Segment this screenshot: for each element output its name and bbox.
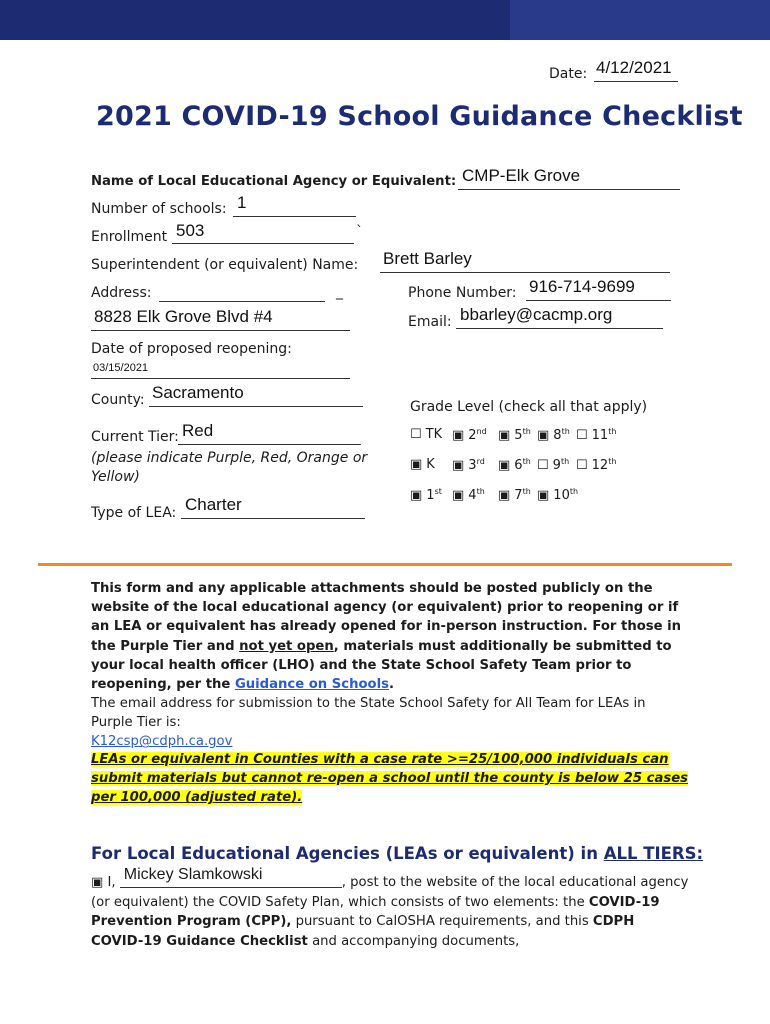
enrollment-value: 503 <box>176 221 205 240</box>
grade-9th[interactable] <box>537 457 569 473</box>
grade-label-text: 12 <box>591 458 609 474</box>
checkbox-checked-icon[interactable]: ▣ <box>498 458 511 474</box>
grade-label-text: 3 <box>468 458 477 474</box>
grade-2nd[interactable] <box>452 427 487 443</box>
grade-7th[interactable] <box>498 487 531 503</box>
address-trail: _ <box>336 284 343 300</box>
enrollment-label: Enrollment <box>91 229 168 245</box>
county-value: Sacramento <box>152 383 244 402</box>
schools-field[interactable] <box>233 196 356 217</box>
grade-6th[interactable] <box>498 457 531 473</box>
lea-label: Name of Local Educational Agency or Equivalent: <box>91 174 457 189</box>
phone-value: 916-714-9699 <box>529 277 635 296</box>
checkbox-checked-icon[interactable]: ▣ <box>452 428 465 444</box>
grade-suffix: th <box>476 487 485 496</box>
lea-value: CMP-Elk Grove <box>462 166 581 185</box>
notice-text-3: . <box>388 677 394 693</box>
grade-10th[interactable] <box>537 487 578 503</box>
reopen-value: 03/15/2021 <box>93 362 149 374</box>
grade-label: Grade Level (check all that apply) <box>410 399 648 415</box>
grade-label-text: 11 <box>591 428 609 444</box>
grade-suffix: th <box>569 487 579 496</box>
page-title: 2021 COVID-19 School Guidance Checklist <box>96 101 743 132</box>
checkbox-checked-icon[interactable]: ▣ <box>498 488 511 504</box>
grade-label-text: 9 <box>552 458 561 474</box>
tier-hint: (please indicate Purple, Red, Orange or Yellow) <box>91 450 368 485</box>
reopen-label: Date of proposed reopening: <box>91 341 292 357</box>
signer-value: Mickey Slamkowski <box>123 866 263 883</box>
notice-text-2: , materials must additionally be submitted to your local health officer (LHO) and the State School Safety Team prior to reopening, per the <box>91 638 672 693</box>
grade-5th[interactable] <box>498 427 531 443</box>
checkbox-checked-icon[interactable]: ▣ <box>452 458 465 474</box>
county-label: County: <box>91 392 145 408</box>
grade-suffix: th <box>522 427 531 436</box>
cpp-text: COVID-19 Prevention Program (CPP), <box>91 894 660 930</box>
lea-type-value: Charter <box>185 495 242 514</box>
section-heading-tiers: ALL TIERS: <box>603 844 704 863</box>
checkbox-unchecked-icon[interactable]: ☐ <box>537 458 549 474</box>
grade-suffix: th <box>608 457 617 466</box>
superintendent-label: Superintendent (or equivalent) Name: <box>91 257 359 273</box>
enrollment-tick: ` <box>356 224 363 240</box>
grade-label-text: 4 <box>468 488 477 504</box>
not-yet-open: not yet open <box>239 638 334 654</box>
address-line-1[interactable] <box>159 281 325 302</box>
notice-paragraph <box>91 579 691 694</box>
grade-12th[interactable] <box>576 457 616 473</box>
email-intro: The email address for submission to the State School Safety for All Team for LEAs in Purple Tier is: <box>91 696 646 731</box>
checkbox-unchecked-icon[interactable]: ☐ <box>576 428 588 444</box>
grade-label-text: K <box>426 457 435 472</box>
guidance-on-schools-link[interactable]: Guidance on Schools <box>234 677 389 693</box>
tier-label: Current Tier: <box>91 429 179 445</box>
highlight-text: LEAs or equivalent in Counties with a case rate >=25/100,000 individuals can submit materials but cannot re-open a school until the county is below 25 cases per 100,000 (adjusted rate). <box>91 752 688 806</box>
address-label: Address: <box>91 285 152 301</box>
grade-4th[interactable] <box>452 487 485 503</box>
grade-8th[interactable] <box>537 427 570 443</box>
checkbox-checked-icon[interactable]: ▣ <box>410 488 423 504</box>
top-banner-left <box>0 0 510 40</box>
attest-text-3: and accompanying documents, <box>307 933 520 949</box>
section-divider <box>38 563 732 566</box>
grade-tk[interactable] <box>410 427 442 442</box>
checklist-text: CDPH COVID-19 Guidance Checklist <box>91 914 635 949</box>
grade-suffix: th <box>560 457 570 466</box>
lea-type-label: Type of LEA: <box>91 505 177 521</box>
grade-label-text: 1 <box>426 488 435 504</box>
checkbox-checked-icon[interactable]: ▣ <box>91 875 104 890</box>
grade-suffix: th <box>522 457 531 466</box>
checkbox-checked-icon[interactable]: ▣ <box>537 428 550 444</box>
grade-label-text: 10 <box>553 488 570 504</box>
schools-value: 1 <box>237 193 247 212</box>
checkbox-checked-icon[interactable]: ▣ <box>537 488 550 504</box>
grade-suffix: st <box>434 487 442 496</box>
tier-value: Red <box>182 421 214 440</box>
date-label: Date: <box>549 66 588 82</box>
grade-label-text: 5 <box>514 428 523 444</box>
grade-label-text: 2 <box>468 428 477 444</box>
grade-suffix: nd <box>476 427 487 436</box>
email-value: bbarley@cacmp.org <box>460 305 613 324</box>
attestation-paragraph <box>91 866 691 951</box>
superintendent-value: Brett Barley <box>383 249 472 268</box>
notice-text-1: This form and any applicable attachments should be posted publicly on the website of the local educational agency (or equivalent) prior to reopening or if an LEA or equivalent has already opened for in-person instruction. For those in the Purple Tier and <box>91 581 682 654</box>
email-submission-block <box>91 694 691 752</box>
grade-11th[interactable] <box>576 427 616 443</box>
grade-1st[interactable] <box>410 487 442 503</box>
grade-label-text: 8 <box>553 428 562 444</box>
i-label: I, <box>107 875 116 890</box>
schools-label: Number of schools: <box>91 201 227 217</box>
highlight-warning <box>91 750 691 808</box>
checkbox-unchecked-icon[interactable]: ☐ <box>576 458 588 474</box>
grade-label-text: TK <box>425 427 443 442</box>
attest-text-1: , post to the website of the local educational agency (or equivalent) the COVID Safety Plan, which consists of two elements: the <box>91 875 689 910</box>
checkbox-checked-icon[interactable]: ▣ <box>410 457 423 472</box>
grade-label-text: 7 <box>514 488 523 504</box>
grade-suffix: th <box>608 427 617 436</box>
section-heading-prefix: For Local Educational Agencies (LEAs or equivalent) in <box>91 844 604 863</box>
top-banner <box>0 0 770 40</box>
attest-text-2: pursuant to CalOSHA requirements, and this <box>291 914 593 930</box>
address-value: 8828 Elk Grove Blvd #4 <box>94 307 273 326</box>
phone-label: Phone Number: <box>408 285 517 301</box>
grade-3rd[interactable] <box>452 457 485 473</box>
section-heading <box>91 844 703 863</box>
grade-label-text: 6 <box>514 458 523 474</box>
date-value: 4/12/2021 <box>596 58 672 77</box>
grade-suffix: th <box>561 427 570 436</box>
top-banner-right <box>510 0 770 40</box>
checkbox-unchecked-icon[interactable]: ☐ <box>410 427 422 442</box>
grade-k[interactable] <box>410 457 435 472</box>
grade-suffix: th <box>522 487 531 496</box>
submission-email-link[interactable]: K12csp@cdph.ca.gov <box>91 734 233 750</box>
email-label: Email: <box>408 314 452 330</box>
checkbox-checked-icon[interactable]: ▣ <box>498 428 511 444</box>
signer-field[interactable] <box>120 866 342 888</box>
grade-suffix: rd <box>476 457 485 466</box>
checkbox-checked-icon[interactable]: ▣ <box>452 488 465 504</box>
